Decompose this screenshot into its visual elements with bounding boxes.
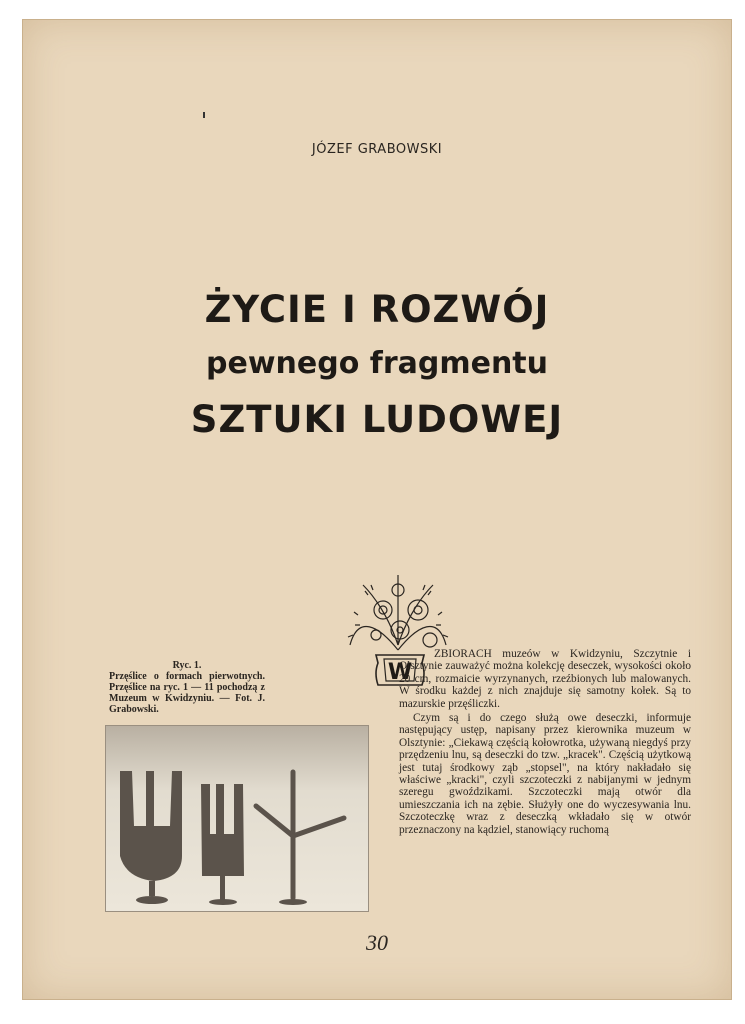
- author-name: JÓZEF GRABOWSKI: [311, 142, 443, 157]
- print-mark: [203, 112, 205, 118]
- magazine-page: [22, 19, 732, 1000]
- initial-letter: W: [387, 660, 413, 685]
- paragraph-2: Czym są i do czego służą owe deseczki, informuje następujący ustęp, napisany przez kierownika muzeum w Olsztynie: „Ciekawą częścią kołowrotka, używaną niegdyś przy przędzeniu lnu, są deseczki do tzw. „kracek". Częścią użytkową jest tutaj środkowy ząb „stopsel", na który nakładało się właściwe „kracki", czyli szczoteczki z nabijanymi w jednym szeregu gwoździkami. Szczoteczki mają otwór dla umieszczania ich na zębie. Służyły one do wyczesywania lnu. Szczoteczkę wraz z deseczką wkładało się w otwór przeznaczony na kądziel, stanowiący ruchomą: [399, 712, 691, 836]
- page-number: 30: [366, 930, 388, 955]
- caption-text: Przęślice o formach pierwotnych. Przęślice na ryc. 1 — 11 pochodzą z Muzeum w Kwidzyniu. — Fot. J. Grabowski.: [109, 671, 265, 715]
- title-line-2: pewnego fragmentu: [206, 346, 548, 381]
- caption-label: Ryc. 1.: [172, 660, 202, 671]
- title-line-1: ŻYCIE I ROZWÓJ: [204, 288, 550, 331]
- figure-photo: [105, 725, 369, 912]
- title-line-3: SZTUKI LUDOWEJ: [190, 398, 564, 441]
- figure-caption: [109, 660, 265, 715]
- article-body: [399, 648, 691, 836]
- paragraph-1: ZBIORACH muzeów w Kwidzyniu, Szczytnie i Olsztynie zauważyć można kolekcję deseczek, wysokości około 20 cm, rozmaicie wyrzynanych, rzeźbionych lub malowanych. W środku każdej z nich znajduje się samotny kołek. Są to mazurskie przęśliczki.: [399, 648, 691, 710]
